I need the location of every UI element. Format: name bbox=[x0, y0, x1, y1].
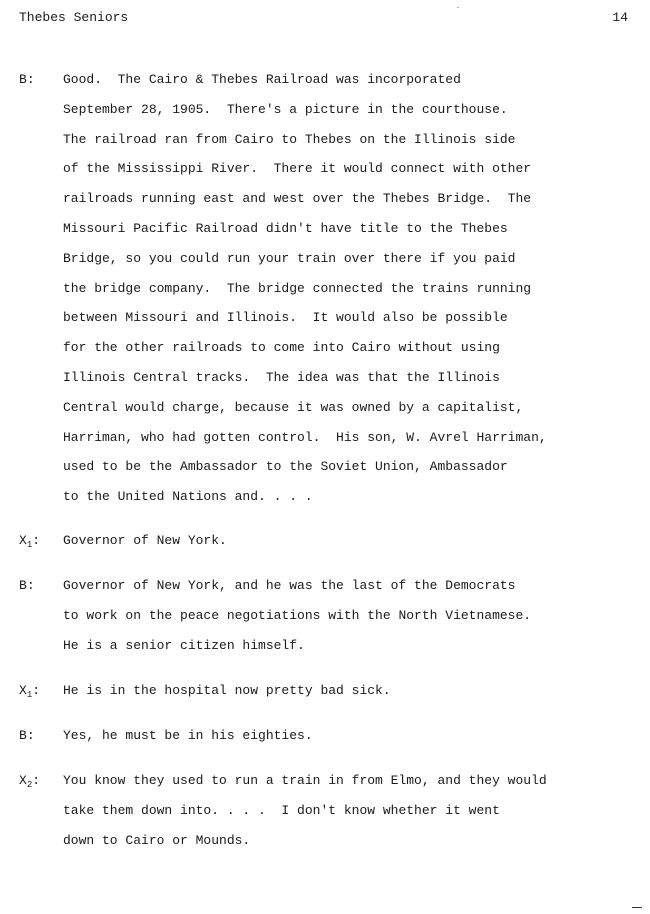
text-line: the bridge company. The bridge connected the trains running bbox=[63, 280, 532, 296]
text-line: of the Mississippi River. There it would connect with other bbox=[63, 161, 532, 177]
text-line: September 28, 1905. There's a picture in the courthouse. bbox=[63, 101, 508, 117]
text-line: Harriman, who had gotten control. His son, W. Avrel Harriman, bbox=[63, 429, 547, 445]
text-line: to work on the peace negotiations with the North Vietnamese. bbox=[63, 607, 532, 623]
speaker-name: B bbox=[19, 578, 27, 593]
text-line: down to Cairo or Mounds. bbox=[63, 832, 251, 848]
entry-text bbox=[63, 721, 630, 751]
text-line: Governor of New York. bbox=[63, 533, 227, 548]
speaker-colon: : bbox=[26, 72, 35, 87]
text-line: to the United Nations and. . . . bbox=[63, 489, 313, 505]
text-line: He is in the hospital now pretty bad sick. bbox=[63, 683, 391, 698]
text-line: Governor of New York, and he was the last of the Democrats bbox=[63, 578, 516, 593]
text-line: Bridge, so you could run your train over there if you paid bbox=[63, 250, 516, 266]
corner-mark bbox=[632, 907, 642, 908]
text-line: Missouri Pacific Railroad didn't have title to the Thebes bbox=[63, 220, 508, 236]
speaker-colon: : bbox=[26, 728, 35, 743]
speaker-colon: : bbox=[32, 533, 41, 548]
text-line: used to be the Ambassador to the Soviet Union, Ambassador bbox=[63, 459, 508, 475]
speaker-label bbox=[19, 526, 59, 556]
speaker-name: X bbox=[19, 533, 27, 548]
text-line: Illinois Central tracks. The idea was that the Illinois bbox=[63, 369, 500, 385]
text-line: He is a senior citizen himself. bbox=[63, 637, 305, 653]
text-line: between Missouri and Illinois. It would also be possible bbox=[63, 310, 508, 326]
page-header bbox=[19, 10, 628, 30]
entry-text bbox=[63, 65, 630, 512]
speaker-label bbox=[19, 676, 59, 706]
speaker-subscript: 2 bbox=[26, 780, 33, 790]
text-line: The railroad ran from Cairo to Thebes on the Illinois side bbox=[63, 131, 516, 147]
speaker-colon: : bbox=[32, 773, 41, 788]
speaker-name: X bbox=[19, 683, 27, 698]
speaker-subscript: 1 bbox=[26, 690, 33, 700]
text-line: Good. The Cairo & Thebes Railroad was incorporated bbox=[63, 72, 461, 87]
speaker-subscript: 1 bbox=[26, 540, 33, 550]
speaker-label bbox=[19, 571, 59, 601]
entry-text bbox=[63, 676, 630, 706]
text-line: Central would charge, because it was owned by a capitalist, bbox=[63, 399, 524, 415]
entry-text bbox=[63, 571, 630, 660]
speaker-name: B bbox=[19, 728, 27, 743]
text-line: railroads running east and west over the Thebes Bridge. The bbox=[63, 191, 532, 207]
speaker-colon: : bbox=[26, 578, 35, 593]
speaker-label bbox=[19, 65, 59, 95]
speaker-name: B bbox=[19, 72, 27, 87]
speaker-label bbox=[19, 721, 59, 751]
text-line: for the other railroads to come into Cairo without using bbox=[63, 340, 500, 356]
text-line: take them down into. . . . I don't know whether it went bbox=[63, 802, 500, 818]
text-line: You know they used to run a train in from Elmo, and they would bbox=[63, 773, 547, 788]
speaker-name: X bbox=[19, 773, 27, 788]
speaker-colon: : bbox=[32, 683, 41, 698]
text-line: Yes, he must be in his eighties. bbox=[63, 728, 313, 743]
speaker-label bbox=[19, 766, 59, 796]
scan-speck bbox=[457, 7, 459, 8]
header-title: Thebes Seniors bbox=[19, 10, 129, 25]
entry-text bbox=[63, 526, 630, 556]
entry-text bbox=[63, 766, 630, 855]
page-number: 14 bbox=[612, 10, 628, 25]
